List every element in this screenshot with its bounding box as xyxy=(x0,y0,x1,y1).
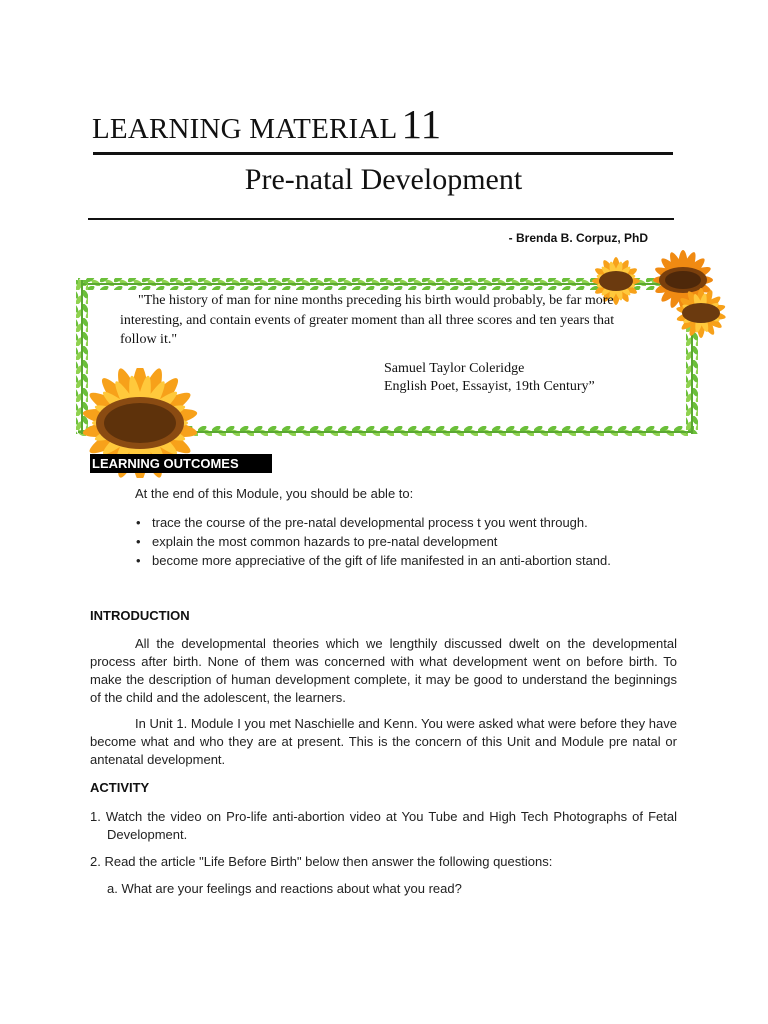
quote-attribution xyxy=(384,360,595,396)
outcomes-list xyxy=(134,513,694,570)
page-subtitle: Pre-natal Development xyxy=(244,163,523,196)
quote-author-desc: English Poet, Essayist, 19th Century” xyxy=(384,379,595,394)
activity-item-1: 1. Watch the video on Pro-life anti-abortion video at You Tube and High Tech Photographs of Fetal Development. xyxy=(90,809,677,842)
introduction-heading: INTRODUCTION xyxy=(90,608,190,623)
introduction-paragraph-2: In Unit 1. Module I you met Naschielle and Kenn. You were asked what were before they have become what and who they are at present. This is the concern of this Unit and Module pre natal or antenatal development. xyxy=(90,716,677,767)
material-number: 11 xyxy=(401,101,442,147)
title-divider xyxy=(93,152,673,155)
sunflower-lower-right-icon xyxy=(656,288,746,338)
outcomes-intro: At the end of this Module, you should be able to: xyxy=(135,486,414,501)
activity-item-2: 2. Read the article "Life Before Birth" below then answer the following questions: xyxy=(90,854,553,869)
learning-outcomes-heading: LEARNING OUTCOMES xyxy=(90,454,272,473)
page-title: LEARNING MATERIAL11 xyxy=(92,101,442,147)
author-credit: - Brenda B. Corpuz, PhD xyxy=(508,231,648,245)
activity-heading: ACTIVITY xyxy=(90,780,150,795)
activity-item-2a: a. What are your feelings and reactions about what you read? xyxy=(107,881,462,896)
list-item: • trace the course of the pre-natal developmental process t you went through. xyxy=(134,513,694,532)
epigraph-quote: "The history of man for nine months preceding his birth would probably, be far more interesting, and contain events of greater moment than all three scores and ten years that follow it." xyxy=(120,293,615,347)
list-item: • become more appreciative of the gift of life manifested in an anti-abortion stand. xyxy=(134,551,694,570)
introduction-paragraph-1: All the developmental theories which we lengthily discussed dwelt on the developmental process after birth. None of them was concerned with what development went on before birth. To make the description of human development complete, it may be good to understand the beginnings of the child and the adolescent, the learners. xyxy=(90,636,677,705)
quote-author-name: Samuel Taylor Coleridge xyxy=(384,361,525,376)
list-item: • explain the most common hazards to pre-natal development xyxy=(134,532,694,551)
subtitle-divider xyxy=(88,218,674,220)
